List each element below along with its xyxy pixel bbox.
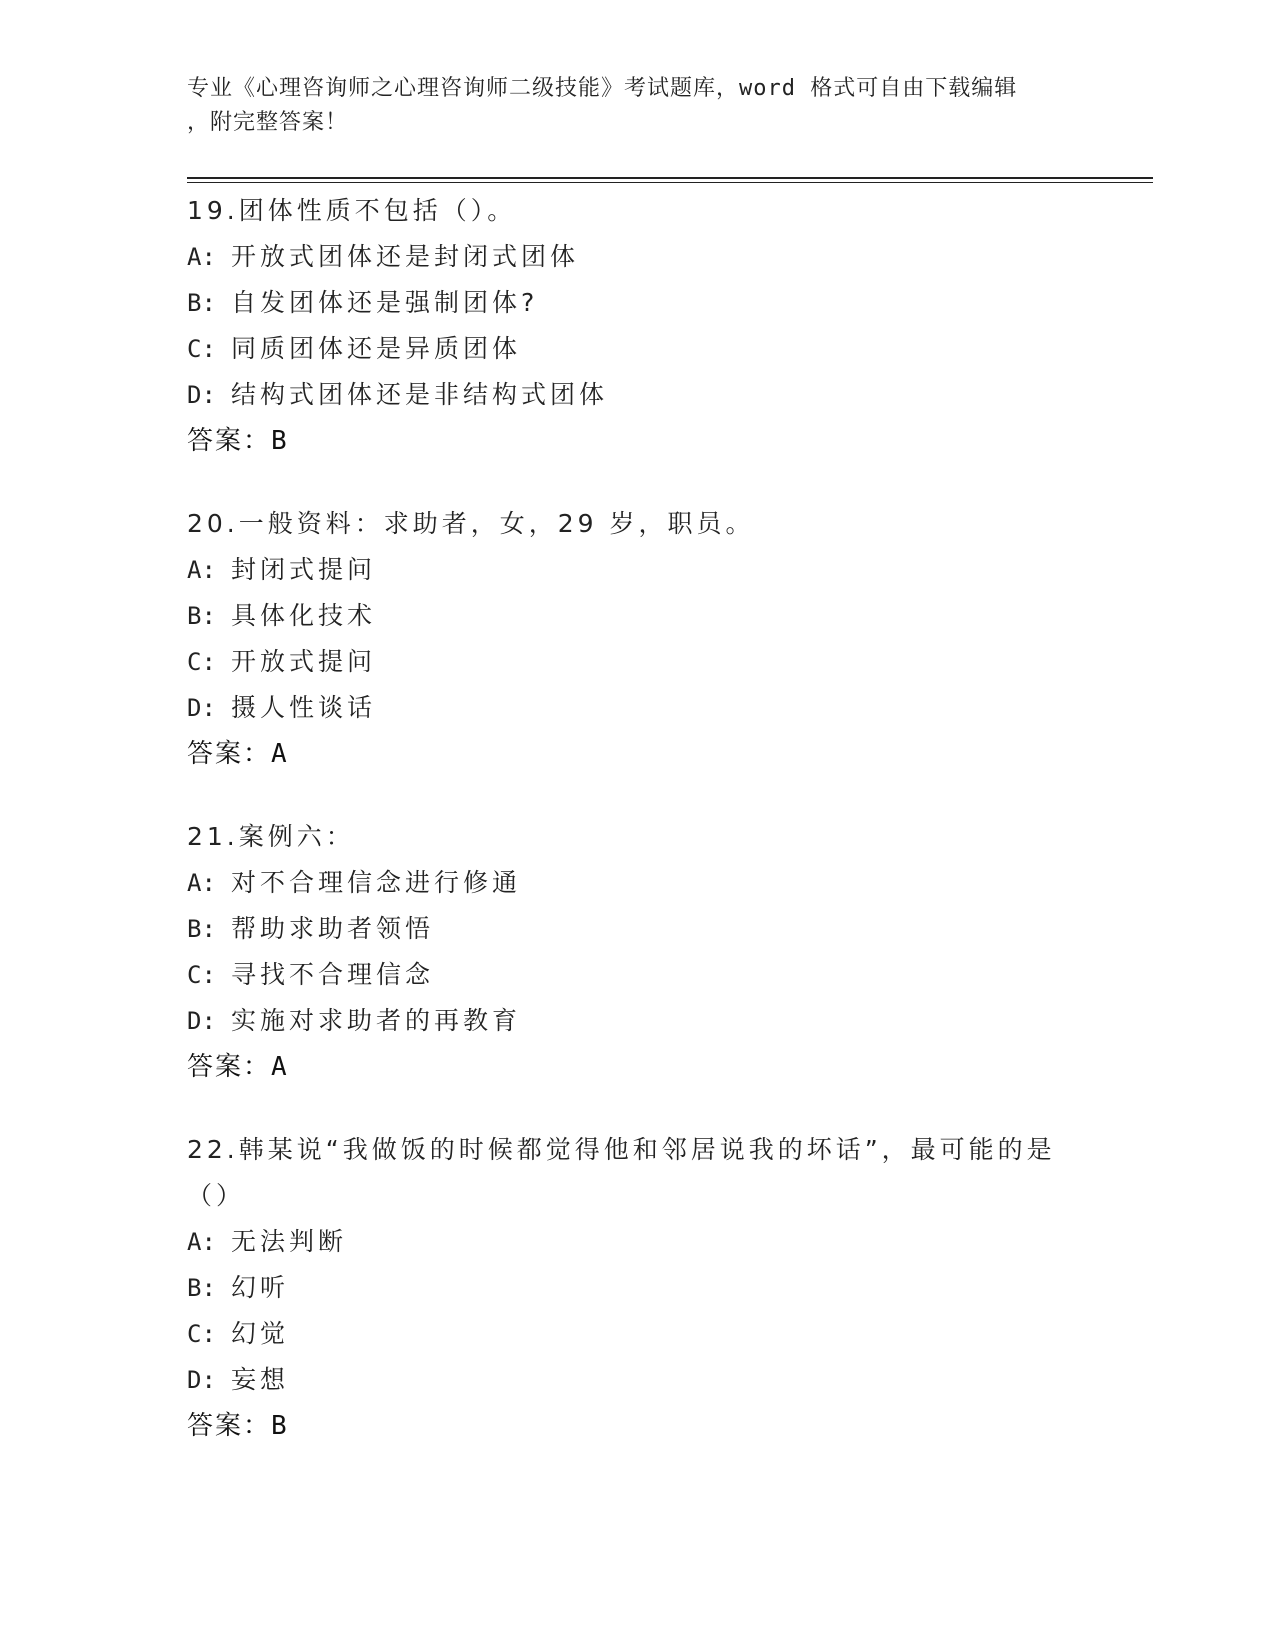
option-b <box>187 280 1087 326</box>
option-text: 幻觉 <box>231 1319 290 1348</box>
option-label: A: <box>187 556 216 584</box>
option-text: 对不合理信念进行修通 <box>231 868 522 897</box>
option-c <box>187 639 1087 685</box>
option-label: D: <box>187 1007 216 1035</box>
option-c <box>187 952 1087 998</box>
question-22 <box>187 1127 1087 1449</box>
option-text: 妄想 <box>231 1365 290 1394</box>
option-label: B: <box>187 602 216 630</box>
document-header: 专业《心理咨询师之心理咨询师二级技能》考试题库，word 格式可自由下载编辑 ，附完整答案！ <box>187 76 1018 135</box>
option-text: 结构式团体还是非结构式团体 <box>231 380 609 409</box>
option-label: D: <box>187 1366 216 1394</box>
answer <box>187 418 1087 464</box>
option-d <box>187 1357 1087 1403</box>
option-text: 寻找不合理信念 <box>231 960 435 989</box>
question-20 <box>187 501 1087 777</box>
answer-label: 答案： <box>187 739 272 769</box>
option-text: 帮助求助者领悟 <box>231 914 435 943</box>
answer-value: A <box>271 739 287 769</box>
option-text: 封闭式提问 <box>231 555 377 584</box>
option-d <box>187 372 1087 418</box>
option-c <box>187 326 1087 372</box>
question-list <box>187 188 1087 1486</box>
option-label: A: <box>187 869 216 897</box>
option-text: 幻听 <box>231 1273 290 1302</box>
option-label: C: <box>187 1320 216 1348</box>
answer-label: 答案： <box>187 1411 272 1441</box>
option-b <box>187 593 1087 639</box>
option-label: C: <box>187 335 216 363</box>
option-label: A: <box>187 243 216 271</box>
option-a <box>187 860 1087 906</box>
option-label: B: <box>187 289 216 317</box>
header-divider <box>187 177 1153 179</box>
option-c <box>187 1311 1087 1357</box>
header-divider-thin <box>187 182 1153 183</box>
question-21 <box>187 814 1087 1090</box>
option-text: 开放式团体还是封闭式团体 <box>231 242 580 271</box>
question-19 <box>187 188 1087 464</box>
option-label: D: <box>187 381 216 409</box>
answer <box>187 731 1087 777</box>
option-text: 自发团体还是强制团体? <box>231 288 539 317</box>
answer-value: B <box>271 426 287 456</box>
option-b <box>187 906 1087 952</box>
option-d <box>187 998 1087 1044</box>
answer-label: 答案： <box>187 426 272 456</box>
option-text: 同质团体还是异质团体 <box>231 334 522 363</box>
option-label: C: <box>187 648 216 676</box>
question-stem: 19.团体性质不包括（）。 <box>187 196 517 225</box>
option-a <box>187 234 1087 280</box>
option-label: C: <box>187 961 216 989</box>
answer-value: B <box>271 1411 287 1441</box>
answer-label: 答案： <box>187 1052 272 1082</box>
question-stem: 22.韩某说“我做饭的时候都觉得他和邻居说我的坏话”，最可能的是 （） <box>187 1135 1056 1210</box>
question-stem: 20.一般资料：求助者，女，29 岁，职员。 <box>187 509 755 538</box>
option-label: D: <box>187 694 216 722</box>
option-text: 开放式提问 <box>231 647 377 676</box>
option-label: B: <box>187 1274 216 1302</box>
option-a <box>187 1219 1087 1265</box>
option-a <box>187 547 1087 593</box>
option-text: 实施对求助者的再教育 <box>231 1006 522 1035</box>
option-d <box>187 685 1087 731</box>
option-b <box>187 1265 1087 1311</box>
answer <box>187 1403 1087 1449</box>
question-stem: 21.案例六： <box>187 822 355 851</box>
option-text: 摄人性谈话 <box>231 693 377 722</box>
option-label: B: <box>187 915 216 943</box>
answer <box>187 1044 1087 1090</box>
option-text: 具体化技术 <box>231 601 377 630</box>
option-text: 无法判断 <box>231 1227 348 1256</box>
answer-value: A <box>271 1052 287 1082</box>
option-label: A: <box>187 1228 216 1256</box>
